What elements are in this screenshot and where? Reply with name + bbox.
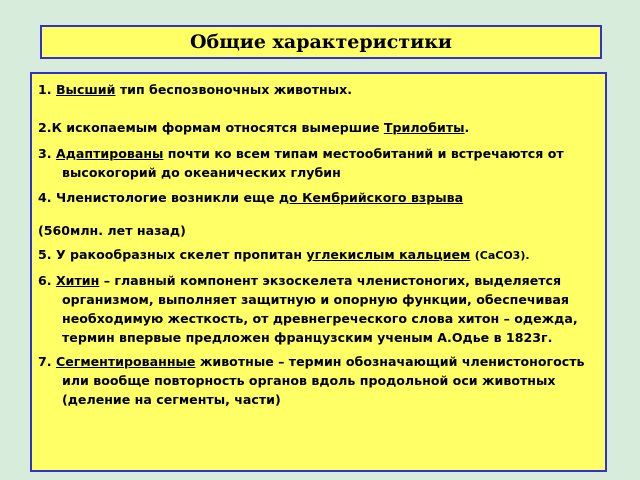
list-item-6 bbox=[38, 271, 597, 347]
characteristics-list bbox=[30, 72, 607, 472]
item-text: . bbox=[464, 120, 470, 135]
list-item-3 bbox=[38, 144, 597, 182]
list-item-7 bbox=[38, 352, 597, 409]
item-continuation: (560млн. лет назад) bbox=[38, 223, 186, 238]
list-item-1 bbox=[38, 80, 597, 99]
item-text: почти ко всем типам местообитаний и встречаются от высокогорий до океанических глубин bbox=[62, 146, 564, 180]
item-formula: (CaCO3). bbox=[474, 249, 530, 262]
item-number: 1. bbox=[38, 82, 52, 97]
item-number: 7. bbox=[38, 354, 52, 369]
page-title: Общие характеристики bbox=[189, 31, 453, 53]
item-number: 2. bbox=[38, 120, 52, 135]
list-item-5 bbox=[38, 245, 597, 265]
item-term: Сегментированные bbox=[55, 354, 196, 369]
item-number: 5. bbox=[38, 247, 52, 262]
item-number: 3. bbox=[38, 146, 52, 161]
item-text: тип беспозвоночных животных. bbox=[115, 82, 352, 97]
title-banner bbox=[40, 25, 602, 59]
item-number: 4. bbox=[38, 190, 52, 205]
item-term: Трилобиты bbox=[383, 120, 465, 135]
item-text: К ископаемым формам относятся вымершие bbox=[51, 120, 384, 135]
item-text: Членистологие возникли еще bbox=[55, 190, 279, 205]
item-term: до Кембрийского взрыва bbox=[278, 190, 464, 205]
item-term: Высший bbox=[55, 82, 116, 97]
item-term: Адаптированы bbox=[55, 146, 164, 161]
list-item-4 bbox=[38, 188, 597, 240]
item-term: Хитин bbox=[55, 273, 100, 288]
item-text: животные – термин обозначающий членистоногость или вообще повторность органов вдоль продольной оси животных (деление на сегменты, части) bbox=[62, 354, 585, 407]
item-text: – главный компонент экзоскелета членистоногих, выделяется организмом, выполняет защитную и опорную функции, обеспечивая необходимую жесткость, от древнегреческого слова хитон – одежда, термин впервые предложен французским ученым А.Одье в 1823г. bbox=[62, 273, 578, 345]
list-item-2 bbox=[38, 118, 597, 137]
item-number: 6. bbox=[38, 273, 52, 288]
item-text: У ракообразных скелет пропитан bbox=[55, 247, 307, 262]
item-term: углекислым кальцием bbox=[306, 247, 471, 262]
